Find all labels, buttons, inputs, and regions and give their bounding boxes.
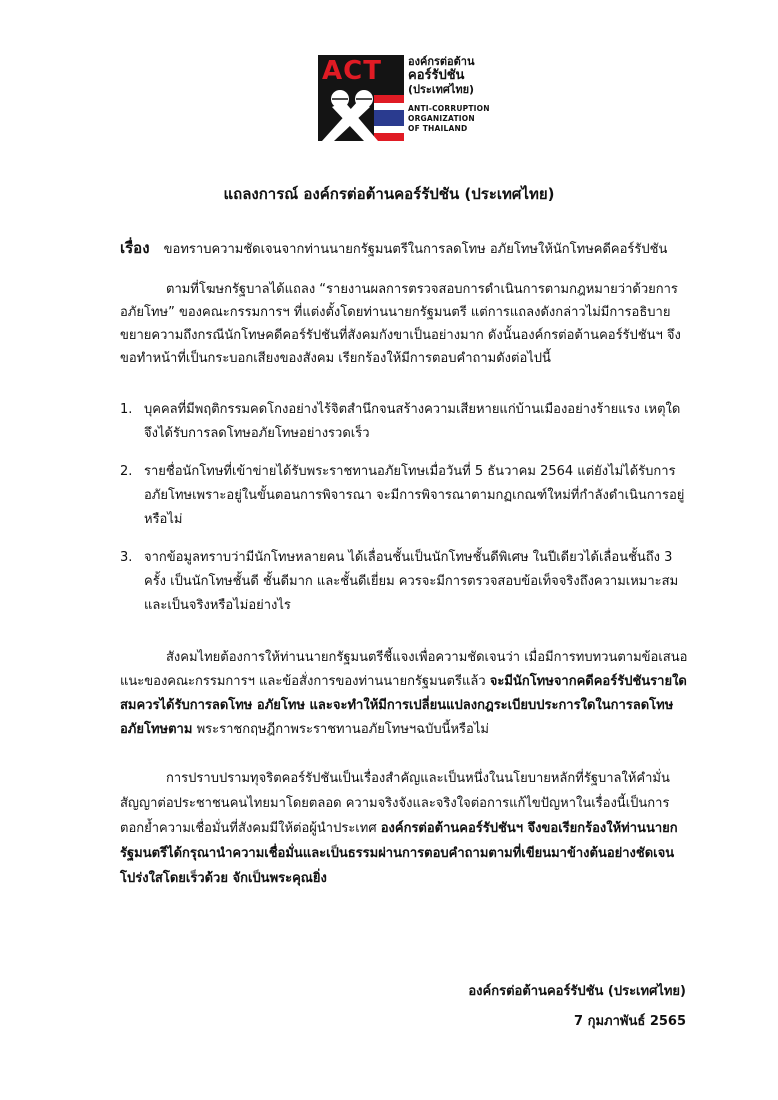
logo-org-th-3: (ประเทศไทย) (408, 83, 475, 96)
demand-highlight: จะมีนักโทษจากคดีคอร์รัปชันรายใดสมควรได้รับการลดโทษ อภัยโทษ และจะทำให้มีการเปลี่ยนแปลงกฎระเบียบประการใดในการลดโทษอภัยโทษตาม (120, 674, 687, 737)
list-item-number: 3. (120, 550, 133, 565)
demand-paragraph (120, 646, 692, 742)
closing-paragraph (120, 766, 692, 891)
demand-text: สังคมไทยต้องการให้ท่านนายกรัฐมนตรีชี้แจงเพื่อความชัดเจนว่า เมื่อมีการทบทวนตามข้อเสนอแนะของคณะกรรมการฯ และข้อสั่งการของท่านนายกรัฐมนตรีแล้ว (120, 650, 688, 689)
questions-list (120, 398, 692, 627)
subject-text: ขอทราบความชัดเจนจากท่านนายกรัฐมนตรีในการลดโทษ อภัยโทษให้นักโทษคดีคอร์รัปชัน (163, 242, 668, 257)
logo-org-th-1: องค์กรต่อต้าน (408, 55, 475, 68)
signature-org: องค์กรต่อต้านคอร์รัปชัน (ประเทศไทย) (468, 984, 686, 999)
list-item-text: จากข้อมูลทราบว่ามีนักโทษหลายคน ได้เลื่อนชั้นเป็นนักโทษชั้นดีพิเศษ ในปีเดียวได้เลื่อนชั้นถึง 3 ครั้ง เป็นนักโทษชั้นดี ชั้นดีมาก และชั้นดีเยี่ยม ควรจะมีการตรวจสอบข้อเท็จจริงถึงความเหมาะสมและเป็นจริงหรือไม่อย่างไร (144, 550, 679, 613)
demand-tail: พระราชกฤษฎีกาพระราชทานอภัยโทษฯฉบับนี้หรือไม่ (192, 722, 489, 737)
logo-wordmark (408, 55, 508, 134)
list-item-text: บุคคลที่มีพฤติกรรมคดโกงอย่างไร้จิตสำนึกจนสร้างความเสียหายแก่บ้านเมืองอย่างร้ายแรง เหตุใดจึงได้รับการลดโทษอภัยโทษอย่างรวดเร็ว (144, 402, 681, 441)
signature-date: 7 กุมภาพันธ์ 2565 (574, 1014, 686, 1029)
list-item (120, 398, 692, 446)
logo-emblem (318, 55, 404, 141)
logo-org-en-1: ANTI-CORRUPTION (408, 104, 490, 113)
act-logo (318, 55, 490, 141)
closing-text: การปราบปรามทุจริตคอร์รัปชันเป็นเรื่องสำคัญและเป็นหนึ่งในนโยบายหลักที่รัฐบาลให้คำมั่นสัญญาต่อประชาชนคนไทยมาโดยตลอด ความจริงจังและจริงใจต่อการแก้ไขปัญหาในเรื่องนี้เป็นการตอกย้ำความเชื่อมั่นที่สังคมมีให้ต่อผู้นำประเทศ (120, 771, 670, 836)
crossed-arms-flag-icon (318, 55, 404, 141)
logo-org-th-2: คอร์รัปชัน (408, 68, 465, 83)
intro-text: ตามที่โฆษกรัฐบาลได้แถลง “รายงานผลการตรวจสอบการดำเนินการตามกฎหมายว่าด้วยการอภัยโทษ” ของคณะกรรมการฯ ที่แต่งตั้งโดยท่านนายกรัฐมนตรี แต่การแถลงดังกล่าวไม่มีการอธิบายขยายความถึงกรณีนักโทษคดีคอร์รัปชันที่สังคมกังขาเป็นอย่างมาก ดังนั้นองค์กรต่อต้านคอร์รัปชันฯ จึงขอทำหน้าที่เป็นกระบอกเสียงของสังคม เรียกร้องให้มีการตอบคำถามดังต่อไปนี้ (120, 282, 681, 366)
logo-act-mark: ACT (322, 56, 382, 86)
document-title: แถลงการณ์ องค์กรต่อต้านคอร์รัปชัน (ประเทศไทย) (223, 185, 555, 203)
list-item-number: 1. (120, 402, 133, 417)
list-item-text: รายชื่อนักโทษที่เข้าข่ายได้รับพระราชทานอภัยโทษเมื่อวันที่ 5 ธันวาคม 2564 แต่ยังไม่ได้รับการอภัยโทษเพราะอยู่ในขั้นตอนการพิจารณา จะมีการพิจารณาตามกฏเกณฑ์ใหม่ที่กำลังดำเนินการอยู่หรือไม่ (144, 464, 685, 527)
list-item-number: 2. (120, 464, 133, 479)
list-item (120, 546, 692, 618)
intro-paragraph (120, 278, 692, 370)
logo-org-en-2: ORGANIZATION (408, 114, 475, 123)
closing-highlight: องค์กรต่อต้านคอร์รัปชันฯ จึงขอเรียกร้องให้ท่านนายกรัฐมนตรีได้กรุณานำความเชื่อมั่นและเป็นธรรมผ่านการตอบคำถามตามที่เขียนมาข้างต้นอย่างชัดเจนโปร่งใสโดยเร็วด้วย จักเป็นพระคุณยิ่ง (120, 821, 678, 886)
list-item (120, 460, 692, 532)
logo-org-en-3: OF THAILAND (408, 124, 468, 133)
subject-line (120, 236, 667, 260)
subject-label: เรื่อง (120, 239, 150, 257)
